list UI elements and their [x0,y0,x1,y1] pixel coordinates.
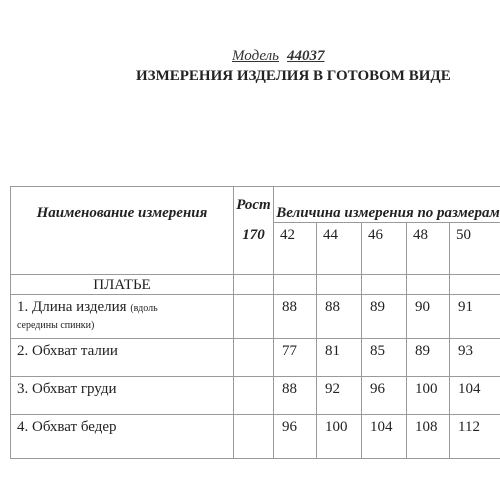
section-title: ПЛАТЬЕ [11,275,234,295]
table-row [11,339,500,377]
size-46: 46 [362,223,407,275]
value-cell: 96 [362,377,407,415]
value-cell: 81 [317,339,362,377]
column-header-sizes: Величина измерения по размерам [274,187,500,223]
height-cell [234,295,274,339]
empty-cell [234,275,274,295]
section-row [11,275,500,295]
value-cell: 104 [450,377,500,415]
value-cell: 85 [362,339,407,377]
row-name [11,295,234,339]
row-note-close: середины спинки) [17,320,95,331]
table-row [11,377,500,415]
table-row [11,295,500,339]
value-cell: 96 [274,415,317,459]
empty-cell [450,275,500,295]
empty-cell [407,275,450,295]
model-line [232,48,325,65]
document-title: ИЗМЕРЕНИЯ ИЗДЕЛИЯ В ГОТОВОМ ВИДЕ [136,68,451,84]
size-48: 48 [407,223,450,275]
table-row [11,415,500,459]
value-cell: 88 [317,295,362,339]
column-header-height-label: Рост [234,187,274,223]
value-cell: 91 [450,295,500,339]
row-name: 2. Обхват талии [11,339,234,377]
height-cell [234,415,274,459]
size-50: 50 [450,223,500,275]
column-header-height-value: 170 [234,223,274,275]
row-name: 4. Обхват бедер [11,415,234,459]
row-name: 3. Обхват груди [11,377,234,415]
value-cell: 108 [407,415,450,459]
header-row-top [11,187,500,223]
value-cell: 77 [274,339,317,377]
height-cell [234,339,274,377]
value-cell: 89 [407,339,450,377]
value-cell: 92 [317,377,362,415]
size-42: 42 [274,223,317,275]
value-cell: 100 [407,377,450,415]
empty-cell [362,275,407,295]
row-name-text: 1. Длина изделия [17,299,127,315]
empty-cell [317,275,362,295]
column-header-name: Наименование измерения [11,187,234,275]
value-cell: 93 [450,339,500,377]
height-cell [234,377,274,415]
row-note-open: (вдоль [130,303,158,314]
model-label: Модель [232,48,280,64]
value-cell: 88 [274,377,317,415]
value-cell: 90 [407,295,450,339]
empty-cell [274,275,317,295]
value-cell: 100 [317,415,362,459]
size-44: 44 [317,223,362,275]
value-cell: 112 [450,415,500,459]
model-number: 44037 [287,48,325,64]
value-cell: 88 [274,295,317,339]
value-cell: 104 [362,415,407,459]
measurements-table [10,186,500,459]
value-cell: 89 [362,295,407,339]
